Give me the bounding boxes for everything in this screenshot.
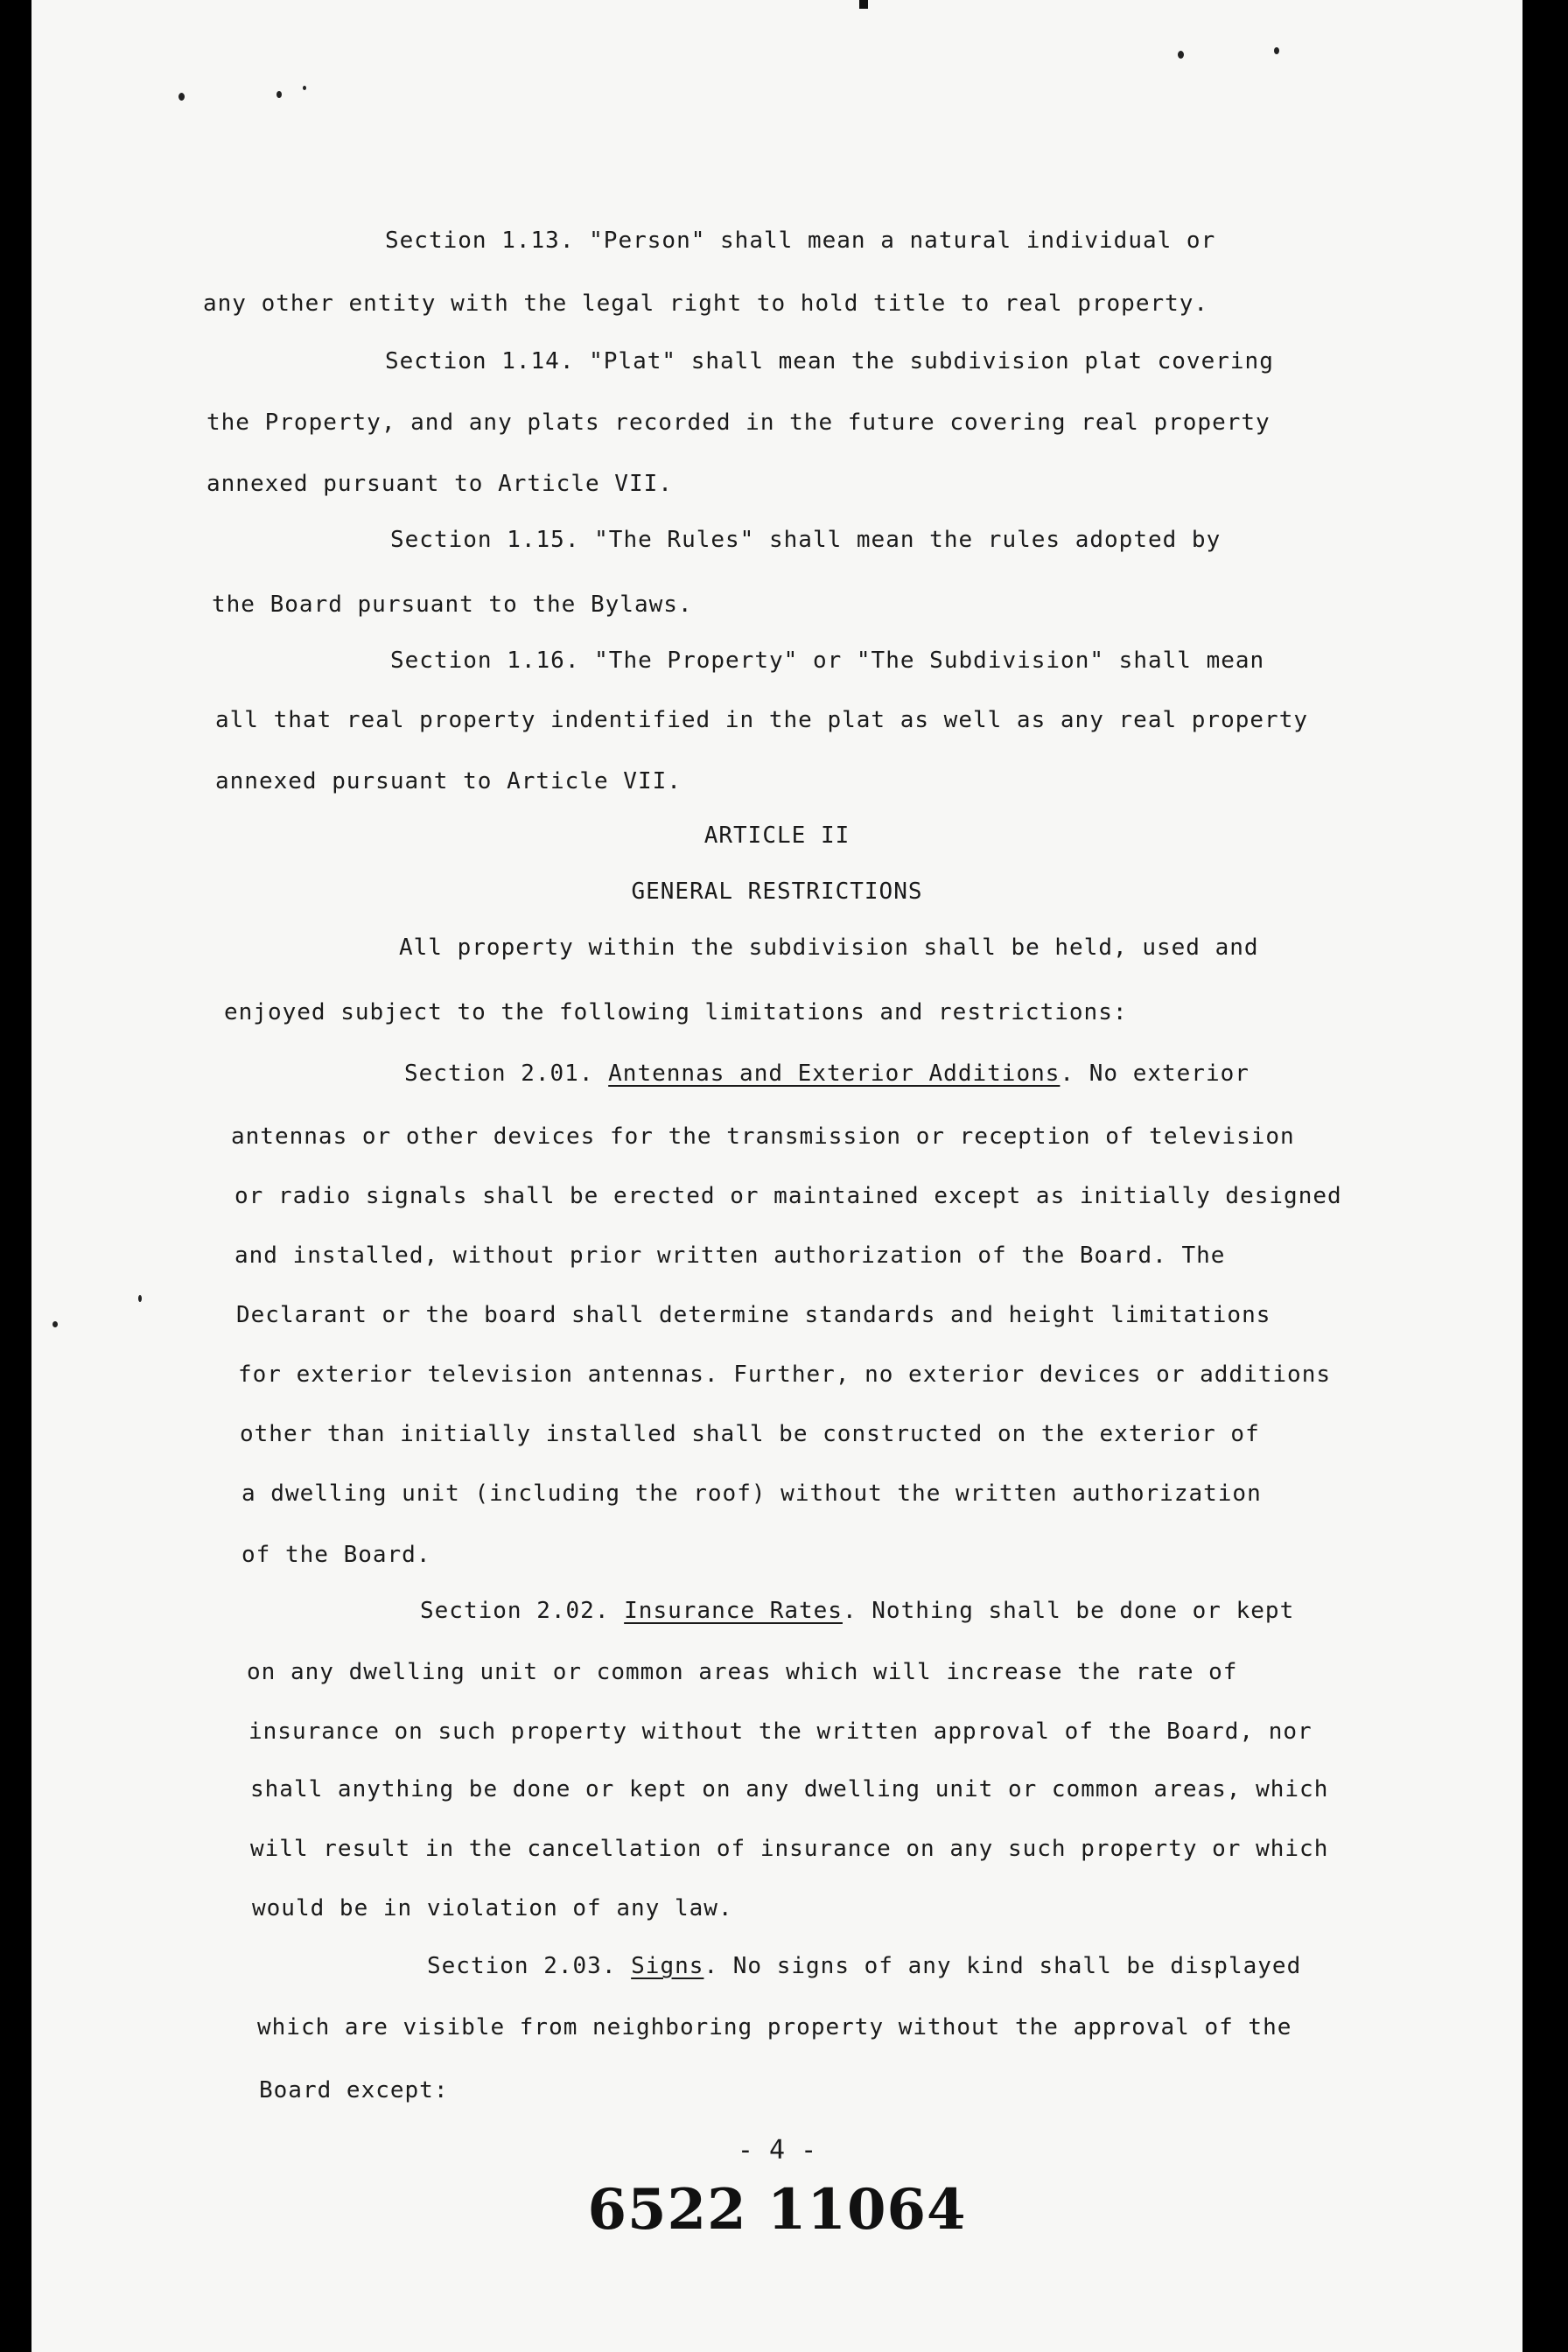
section-text-line: a dwelling unit (including the roof) without the written authorization (242, 1480, 1262, 1507)
section-text-line: shall anything be done or kept on any dwelling unit or common areas, which (250, 1776, 1329, 1802)
article-title: GENERAL RESTRICTIONS (631, 878, 923, 905)
section-text-line: Section 1.13. "Person" shall mean a natural individual or (385, 228, 1216, 254)
section-number: Section 2.03. (427, 1953, 617, 1979)
document-number: 6522 11064 (587, 2177, 967, 2243)
scan-edge-mark (859, 0, 868, 9)
section-heading-line (427, 1953, 1301, 1979)
section-text-line: which are visible from neighboring property without the approval of the (257, 2014, 1292, 2040)
section-number: Section 2.01. (404, 1060, 594, 1087)
section-text-line: annexed pursuant to Article VII. (215, 768, 682, 794)
document-page (32, 0, 1522, 2352)
section-text-line: and installed, without prior written authorization of the Board. The (234, 1242, 1226, 1269)
section-text-line: any other entity with the legal right to hold title to real property. (203, 290, 1209, 317)
section-text-line: annexed pursuant to Article VII. (206, 471, 673, 497)
section-text-line: antennas or other devices for the transmission or reception of television (231, 1124, 1295, 1150)
scan-speck (276, 91, 282, 98)
section-text-line: of the Board. (242, 1542, 431, 1568)
section-text-line: the Board pursuant to the Bylaws. (212, 592, 693, 618)
section-text-line: insurance on such property without the written approval of the Board, nor (248, 1718, 1312, 1745)
section-text-line: other than initially installed shall be constructed on the exterior of (240, 1421, 1260, 1447)
section-text-line: would be in violation of any law. (252, 1895, 733, 1922)
section-text: . No signs of any kind shall be displayed (704, 1953, 1302, 1979)
section-text-line: the Property, and any plats recorded in the future covering real property (206, 410, 1270, 436)
section-text-line: or radio signals shall be erected or maintained except as initially designed (234, 1183, 1342, 1209)
section-text-line: on any dwelling unit or common areas which will increase the rate of (247, 1659, 1238, 1685)
section-text: . No exterior (1060, 1060, 1250, 1087)
article-intro-line: enjoyed subject to the following limitations and restrictions: (224, 999, 1128, 1026)
scan-speck (52, 1321, 58, 1327)
section-text-line: will result in the cancellation of insurance on any such property or which (250, 1836, 1329, 1862)
scan-speck (303, 86, 306, 90)
section-heading-line (404, 1060, 1250, 1087)
article-number: ARTICLE II (704, 822, 850, 849)
page-number: - 4 - (737, 2135, 817, 2166)
scan-speck (1274, 47, 1279, 54)
section-text-line: Section 1.15. "The Rules" shall mean the rules adopted by (390, 527, 1222, 553)
section-heading: Signs (631, 1953, 704, 1979)
section-heading: Antennas and Exterior Additions (608, 1060, 1060, 1087)
scan-speck (138, 1295, 142, 1302)
section-text-line: all that real property indentified in the plat as well as any real property (215, 707, 1308, 733)
section-text-line: for exterior television antennas. Further, no exterior devices or additions (238, 1362, 1331, 1388)
section-text-line: Board except: (259, 2077, 449, 2104)
section-heading: Insurance Rates (624, 1598, 843, 1624)
scan-speck (1178, 51, 1184, 59)
article-intro-line: All property within the subdivision shall be held, used and (399, 934, 1259, 961)
scan-speck (178, 93, 185, 101)
section-text: . Nothing shall be done or kept (842, 1598, 1295, 1624)
section-text-line: Section 1.14. "Plat" shall mean the subdivision plat covering (385, 348, 1274, 374)
section-text-line: Section 1.16. "The Property" or "The Subdivision" shall mean (390, 648, 1265, 674)
section-text-line: Declarant or the board shall determine standards and height limitations (236, 1302, 1271, 1328)
section-number: Section 2.02. (420, 1598, 610, 1624)
section-heading-line (420, 1598, 1294, 1624)
